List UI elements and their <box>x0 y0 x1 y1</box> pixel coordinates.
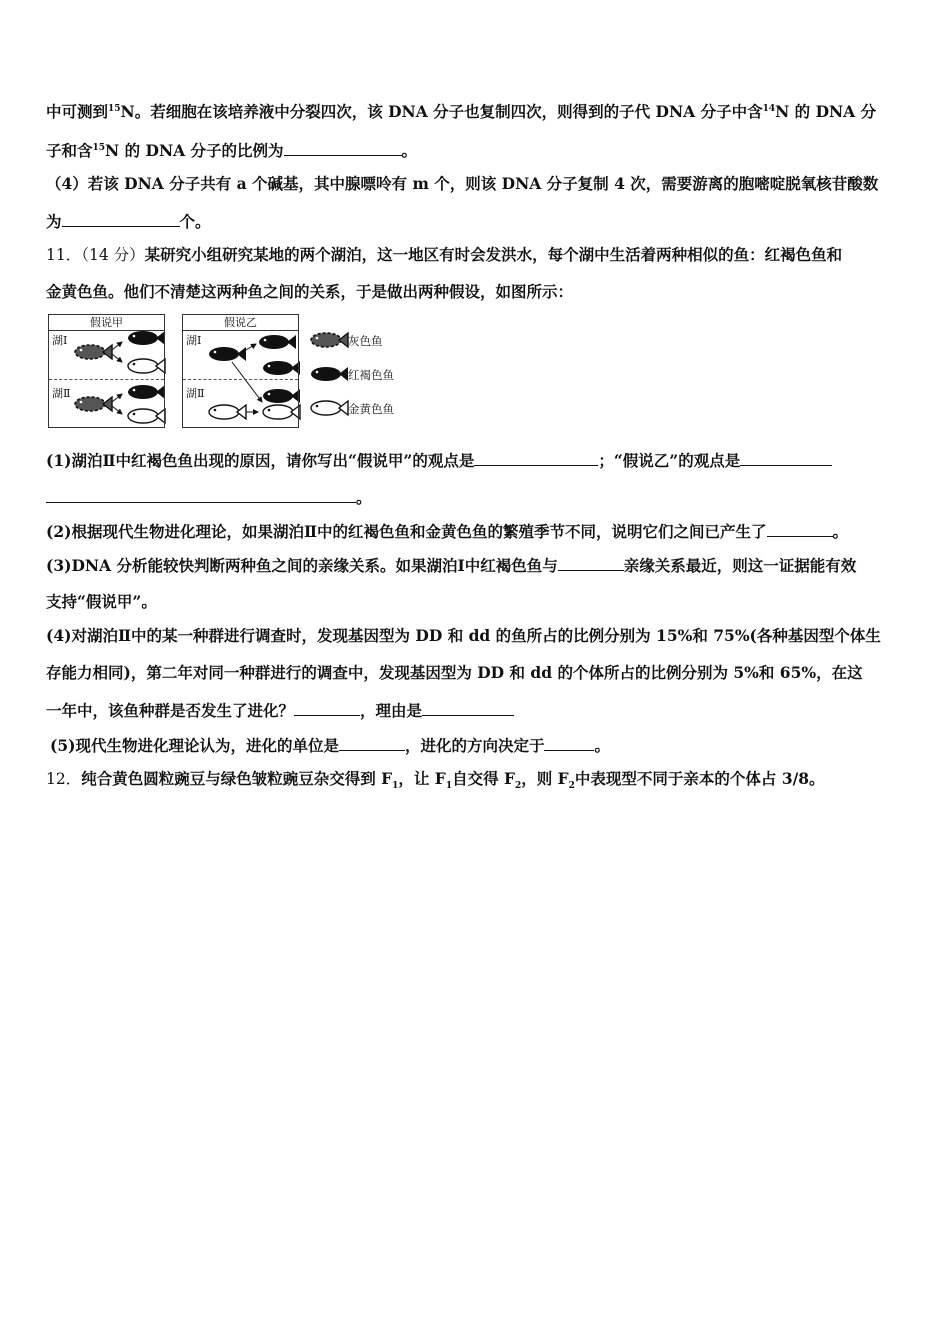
text-fragment: 纯合黄色圆粒豌豆与绿色皱粒豌豆杂交得到 F <box>81 769 393 788</box>
legend-label: 红褐色鱼 <box>348 368 394 382</box>
answer-blank <box>767 521 833 537</box>
divider <box>183 379 298 380</box>
answer-blank <box>46 487 356 503</box>
question-12-line <box>46 769 825 792</box>
text-fragment: N 的 DNA 分 <box>775 102 877 121</box>
subscript: 1 <box>445 781 453 792</box>
text-fragment: 。 <box>356 488 372 507</box>
text-fragment: ，让 F <box>398 769 446 788</box>
answer-blank <box>422 700 514 716</box>
answer-blank <box>339 735 405 751</box>
text-line <box>46 592 157 612</box>
text-fragment: 某研究小组研究某地的两个湖泊，这一地区有时会发洪水，每个湖中生活着两种相似的鱼：红褐色鱼和 <box>144 245 843 264</box>
hypothesis-figure <box>48 314 408 430</box>
text-line <box>46 521 848 542</box>
text-fragment: (5)现代生物进化理论认为，进化的单位是 <box>50 736 339 755</box>
text-fragment: ，则 F <box>521 769 569 788</box>
panel-title: 假说甲 <box>49 315 164 331</box>
text-fragment: ；“假说乙”的观点是 <box>598 451 741 470</box>
text-line <box>46 663 863 683</box>
text-line <box>46 487 372 508</box>
text-line <box>46 140 417 161</box>
text-fragment: 自交得 F <box>452 769 515 788</box>
superscript: 14 <box>762 103 776 114</box>
text-line <box>46 626 881 646</box>
panel-hypothesis-b <box>182 314 299 428</box>
lake-label: 湖Ⅱ <box>186 387 205 400</box>
text-fragment: 一年中，该鱼种群是否发生了进化？ <box>46 701 295 720</box>
text-fragment: 子和含 <box>46 141 93 160</box>
text-line <box>46 282 573 302</box>
legend-gray-fish-icon <box>311 333 348 347</box>
text-fragment: 金黄色鱼。他们不清楚这两种鱼之间的关系，于是做出两种假设，如图所示： <box>46 282 574 301</box>
answer-blank <box>474 450 598 466</box>
text-fragment: (4)对湖泊Ⅱ中的某一种群进行调查时，发现基因型为 DD 和 dd 的鱼所占的比例分别为 15%和 75%(各种基因型个体生 <box>46 626 881 645</box>
superscript: 15 <box>108 103 121 114</box>
answer-blank <box>544 735 594 751</box>
answer-blank <box>62 211 180 227</box>
text-line <box>46 174 878 194</box>
subscript: 2 <box>568 781 575 792</box>
superscript: 15 <box>92 142 106 153</box>
text-line <box>46 700 514 721</box>
answer-blank <box>294 700 360 716</box>
legend-golden-fish-icon <box>311 401 348 415</box>
text-fragment: ，理由是 <box>360 701 423 720</box>
text-fragment: 。 <box>594 736 610 755</box>
lake-label: 湖Ⅰ <box>186 334 202 347</box>
question-number: 11．（14 分） <box>46 246 145 264</box>
text-fragment: (2)根据现代生物进化理论，如果湖泊Ⅱ中的红褐色鱼和金黄色鱼的繁殖季节不同，说明它们之间已产生了 <box>46 522 767 541</box>
lake-label: 湖Ⅱ <box>52 387 71 400</box>
text-fragment: 存能力相同)，第二年对同一种群进行的调查中，发现基因型为 DD 和 dd 的个体所占的比例分别为 5%和 65%，在这 <box>46 663 863 682</box>
text-line <box>46 211 211 232</box>
subscript: 1 <box>392 781 399 792</box>
text-fragment: N 的 DNA 分子的比例为 <box>105 141 284 160</box>
divider <box>49 379 164 380</box>
text-line <box>46 102 876 122</box>
lake-label: 湖Ⅰ <box>52 334 68 347</box>
text-fragment: (1)湖泊Ⅱ中红褐色鱼出现的原因，请你写出“假说甲”的观点是 <box>46 451 475 470</box>
legend-label: 灰色鱼 <box>348 334 383 348</box>
text-fragment: 。 <box>401 141 418 160</box>
text-fragment: 支持“假说甲”。 <box>46 592 157 611</box>
text-line <box>50 735 610 756</box>
answer-blank <box>558 555 624 571</box>
text-fragment: 中表现型不同于亲本的个体占 3/8。 <box>574 769 825 788</box>
text-fragment: 个。 <box>179 212 211 231</box>
legend-redbrown-fish-icon <box>311 367 348 381</box>
text-fragment: 中可测到 <box>46 102 109 121</box>
question-11-line <box>46 245 842 265</box>
text-fragment: N。若细胞在该培养液中分裂四次，该 DNA 分子也复制四次，则得到的子代 DNA 分子中含 <box>120 102 763 121</box>
panel-title: 假说乙 <box>183 315 298 331</box>
legend-label: 金黄色鱼 <box>348 402 394 416</box>
text-fragment: （4）若该 DNA 分子共有 a 个碱基，其中腺嘌呤有 m 个，则该 DNA 分子复制 4 次，需要游离的胞嘧啶脱氧核苷酸数 <box>46 174 879 193</box>
text-fragment: ，进化的方向决定于 <box>404 736 545 755</box>
subscript: 2 <box>514 781 522 792</box>
text-fragment: (3)DNA 分析能较快判断两种鱼之间的亲缘关系。如果湖泊Ⅰ中红褐色鱼与 <box>46 556 558 575</box>
text-fragment: 为 <box>46 212 62 231</box>
text-line <box>46 555 856 576</box>
text-fragment: 。 <box>832 522 849 541</box>
text-fragment: 亲缘关系最近，则这一证据能有效 <box>623 556 857 575</box>
question-number: 12． <box>46 770 82 788</box>
answer-blank <box>740 450 832 466</box>
panel-hypothesis-a <box>48 314 165 428</box>
answer-blank <box>284 140 402 156</box>
text-line <box>46 450 832 471</box>
